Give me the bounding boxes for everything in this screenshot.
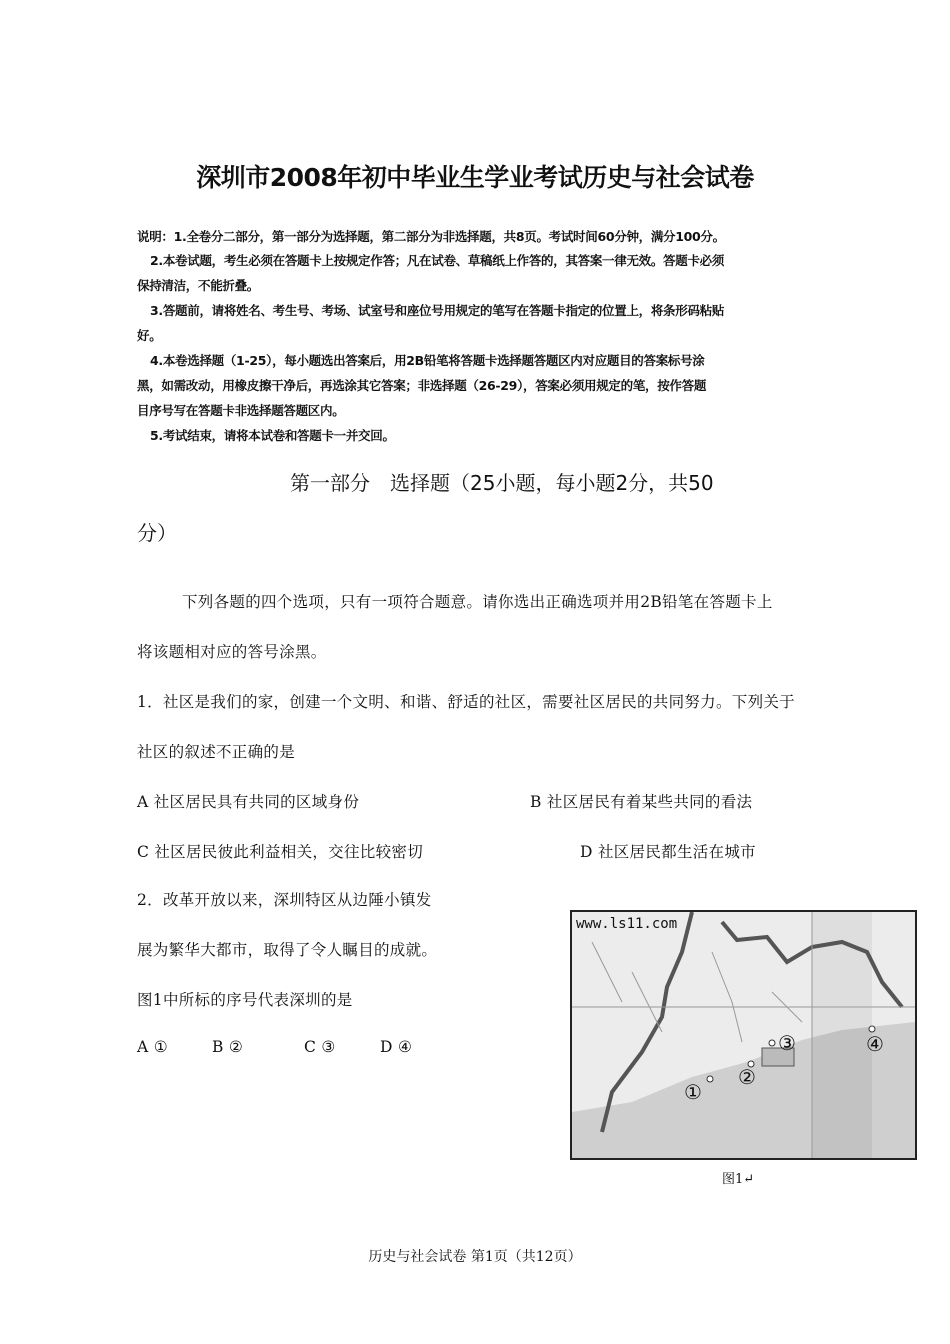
instruction-line: 说明：1.全卷分二部分，第一部分为选择题，第二部分为非选择题，共8页。考试时间60分钟，满分100分。 <box>137 229 725 244</box>
q1-option-d: D 社区居民都生活在城市 <box>580 843 756 861</box>
instruction-line: 3.答题前，请将姓名、考生号、考场、试室号和座位号用规定的笔写在答题卡指定的位置上，将条形码粘贴 <box>150 303 725 318</box>
instruction-line: 黑，如需改动，用橡皮擦干净后，再选涂其它答案；非选择题（26-29），答案必须用规定的笔，按作答题 <box>137 378 707 393</box>
directions-text: 下列各题的四个选项，只有一项符合题意。请你选出正确选项并用2B铅笔在答题卡上 <box>182 593 773 611</box>
instruction-line: 5.考试结束，请将本试卷和答题卡一并交回。 <box>150 428 395 443</box>
question-2-stem: 2．改革开放以来，深圳特区从边陲小镇发 <box>137 891 432 909</box>
page-footer: 历史与社会试卷 第1页（共12页） <box>368 1249 582 1265</box>
q2-option-a: A ① <box>137 1038 168 1056</box>
figure-caption: 图1↵ <box>722 1172 755 1187</box>
instruction-line: 保持清洁，不能折叠。 <box>137 278 260 293</box>
figure-1-map <box>570 910 917 1160</box>
q2-option-d: D ④ <box>380 1038 413 1056</box>
q2-option-b: B ② <box>212 1038 244 1056</box>
map-marker-2: ② <box>738 1065 756 1089</box>
section-heading: 第一部分 选择题（25小题，每小题2分，共50 <box>290 471 714 495</box>
question-1-stem: 社区的叙述不正确的是 <box>137 743 296 761</box>
instruction-line: 4.本卷选择题（1-25），每小题选出答案后，用2B铅笔将答题卡选择题答题区内对应题目的答案标号涂 <box>150 353 705 368</box>
map-marker-1: ① <box>684 1080 702 1104</box>
map-marker-4: ④ <box>866 1032 884 1056</box>
section-heading-cont: 分） <box>137 521 177 545</box>
map-marker-3: ③ <box>778 1031 796 1055</box>
q1-option-c: C 社区居民彼此利益相关，交往比较密切 <box>137 843 423 861</box>
page-title: 深圳市2008年初中毕业生学业考试历史与社会试卷 <box>196 163 754 192</box>
question-2-stem: 展为繁华大都市，取得了令人瞩目的成就。 <box>137 941 438 959</box>
question-1-stem: 1．社区是我们的家，创建一个文明、和谐、舒适的社区，需要社区居民的共同努力。下列关于 <box>137 693 795 711</box>
q1-option-a: A 社区居民具有共同的区域身份 <box>137 793 360 811</box>
instruction-line: 目序号写在答题卡非选择题答题区内。 <box>137 403 345 418</box>
instruction-line: 好。 <box>137 328 162 343</box>
question-2-stem: 图1中所标的序号代表深圳的是 <box>137 991 353 1009</box>
directions-text: 将该题相对应的答号涂黑。 <box>137 643 327 661</box>
map-watermark: www.ls11.com <box>576 916 678 932</box>
q1-option-b: B 社区居民有着某些共同的看法 <box>530 793 753 811</box>
q2-option-c: C ③ <box>304 1038 336 1056</box>
instruction-line: 2.本卷试题，考生必须在答题卡上按规定作答；凡在试卷、草稿纸上作答的，其答案一律无效。答题卡必须 <box>150 253 725 268</box>
